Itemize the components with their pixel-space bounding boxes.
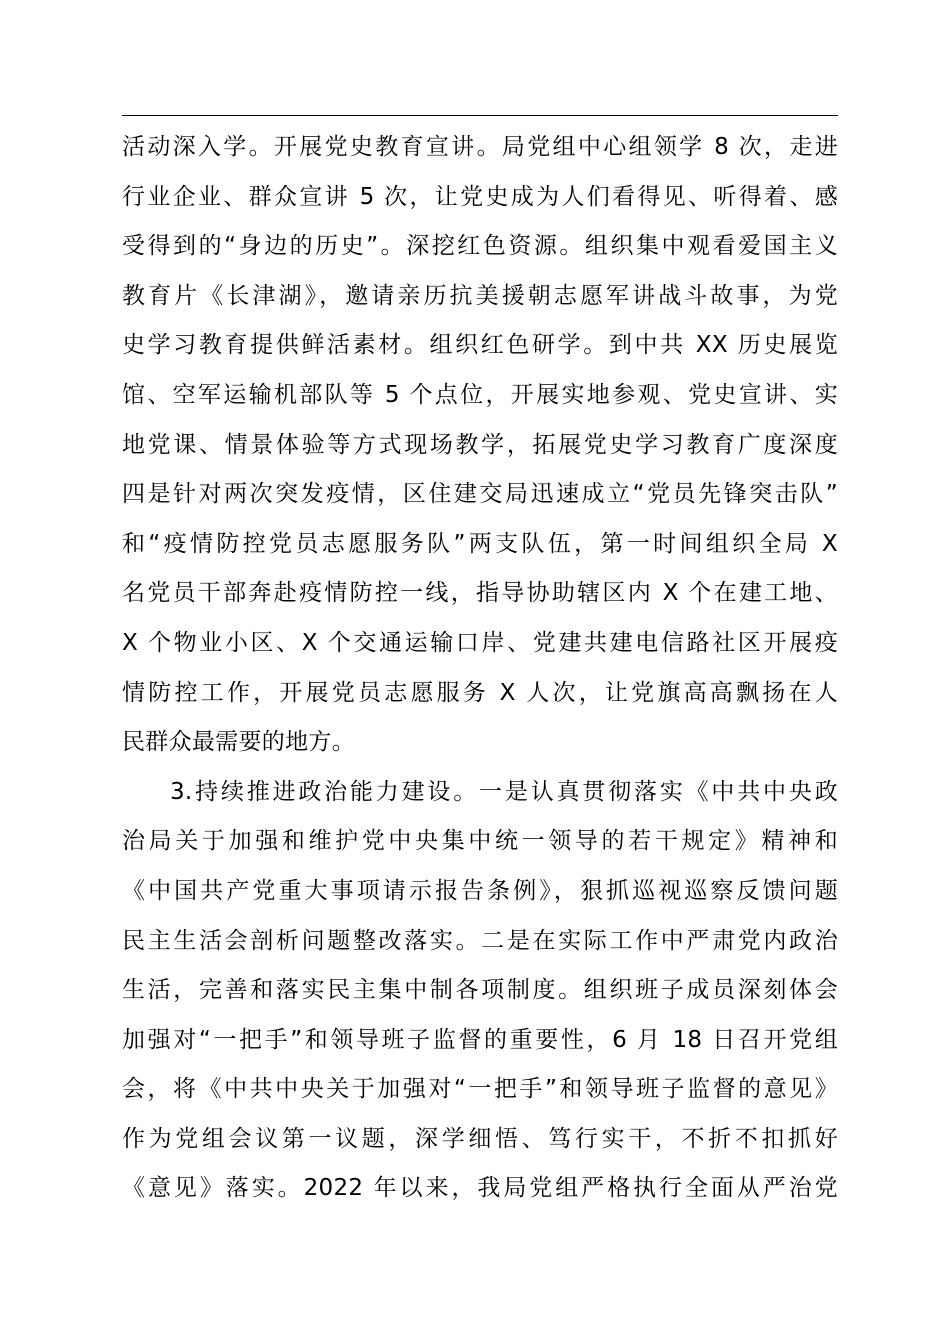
text-line: 四是针对两次突发疫情，区住建交局迅速成立“党员先锋突击队” — [122, 481, 838, 508]
text-line: 生活，完善和落实民主集中制各项制度。组织班子成员深刻体会 — [122, 977, 838, 1004]
text-line: 名党员干部奔赴疫情防控一线，指导协助辖区内 X 个在建工地、 — [122, 580, 838, 607]
text-line: 民群众最需要的地方。 — [122, 729, 355, 756]
text-line: 民主生活会剖析问题整改落实。二是在实际工作中严肃党内政治 — [122, 927, 838, 954]
text-line: 地党课、情景体验等方式现场教学，拓展党史学习教育广度深度 — [122, 431, 838, 458]
body-text — [122, 123, 838, 1214]
text-line: 情防控工作，开展党员志愿服务 X 人次，让党旗高高飘扬在人 — [122, 679, 838, 706]
text-line: 受得到的“身边的历史”。深挖红色资源。组织集中观看爱国主义 — [122, 233, 838, 260]
text-line: 和“疫情防控党员志愿服务队”两支队伍，第一时间组织全局 X — [122, 530, 838, 557]
text-line: 教育片《长津湖》，邀请亲历抗美援朝志愿军讲战斗故事，为党 — [122, 282, 838, 309]
text-line: 行业企业、群众宣讲 5 次，让党史成为人们看得见、听得着、感 — [122, 183, 838, 210]
text-line: 作为党组会议第一议题，深学细悟、笃行实干，不折不扣抓好 — [122, 1125, 838, 1152]
text-line: 馆、空军运输机部队等 5 个点位，开展实地参观、党史宣讲、实 — [122, 381, 838, 408]
text-line: 史学习教育提供鲜活素材。组织红色研学。到中共 XX 历史展览 — [122, 332, 838, 359]
text-line: 治局关于加强和维护党中央集中统一领导的若干规定》精神和 — [122, 828, 838, 855]
text-line: X 个物业小区、X 个交通运输口岸、党建共建电信路社区开展疫 — [122, 629, 838, 656]
header-rule — [122, 115, 838, 116]
text-line: 《中国共产党重大事项请示报告条例》，狠抓巡视巡察反馈问题 — [122, 877, 838, 904]
text-line: 活动深入学。开展党史教育宣讲。局党组中心组领学 8 次，走进 — [122, 134, 838, 160]
text-line: 加强对“一把手”和领导班子监督的重要性，6 月 18 日召开党组 — [122, 1026, 838, 1053]
text-line: 《意见》落实。2022 年以来，我局党组严格执行全面从严治党 — [122, 1175, 838, 1202]
text-line: 会，将《中共中央关于加强对“一把手”和领导班子监督的意见》 — [122, 1076, 838, 1103]
section-heading-line: 3.持续推进政治能力建设。一是认真贯彻落实《中共中央政 — [170, 778, 838, 805]
